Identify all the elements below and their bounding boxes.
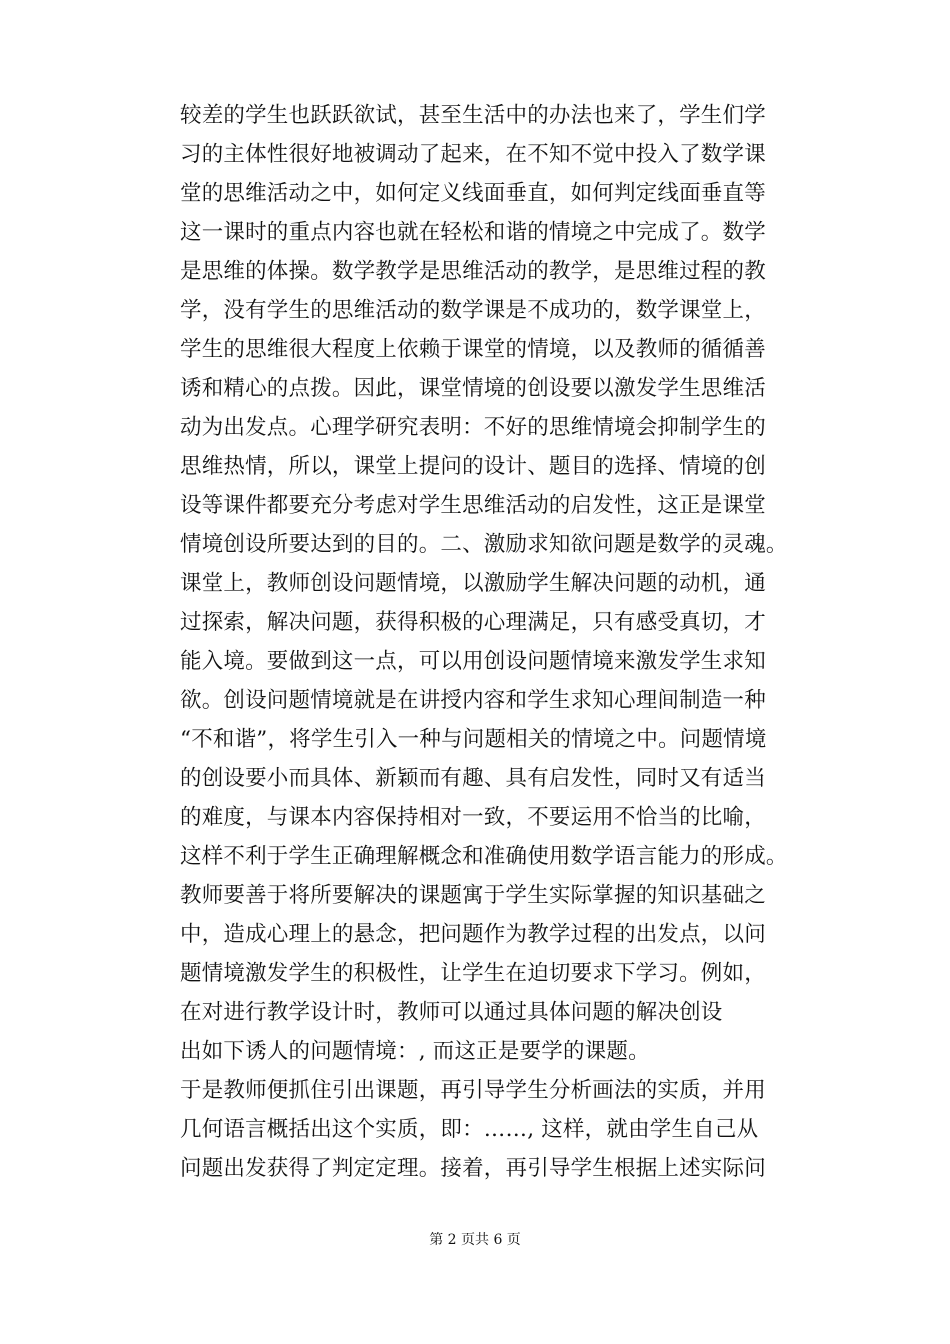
text-line: 的创设要小而具体、新颖而有趣、具有启发性，同时又有适当 (180, 766, 766, 791)
text-line: 思维热情，所以，课堂上提问的设计、题目的选择、情境的创 (180, 454, 766, 479)
text-line: 是思维的体操。数学教学是思维活动的教学，是思维过程的教 (180, 259, 766, 284)
text-line: 动为出发点。心理学研究表明：不好的思维情境会抑制学生的 (180, 415, 766, 440)
text-line: 诱和精心的点拨。因此，课堂情境的创设要以激发学生思维活 (180, 376, 766, 401)
text-line: 的难度，与课本内容保持相对一致，不要运用不恰当的比喻， (180, 805, 766, 830)
text-line: 教师要善于将所要解决的课题寓于学生实际掌握的知识基础之 (180, 883, 766, 908)
text-line: 较差的学生也跃跃欲试，甚至生活中的办法也来了，学生们学 (180, 103, 766, 128)
text-line: 于是教师便抓住引出课题，再引导学生分析画法的实质，并用 (180, 1078, 766, 1103)
text-line: 能入境。要做到这一点，可以用创设问题情境来激发学生求知 (180, 649, 766, 674)
text-line: 学生的思维很大程度上依赖于课堂的情境，以及教师的循循善 (180, 337, 766, 362)
text-line: 欲。创设问题情境就是在讲授内容和学生求知心理间制造一种 (180, 688, 766, 713)
page-number-footer: 第 2 页共 6 页 (429, 1232, 521, 1248)
text-line: 在对进行教学设计时，教师可以通过具体问题的解决创设 (180, 1000, 723, 1025)
text-line: 这样不利于学生正确理解概念和准确使用数学语言能力的形成。 (180, 844, 788, 869)
text-line: 课堂上，教师创设问题情境，以激励学生解决问题的动机，通 (180, 571, 766, 596)
text-line: 学，没有学生的思维活动的数学课是不成功的，数学课堂上， (180, 298, 766, 323)
text-line: 中，造成心理上的悬念，把问题作为教学过程的出发点，以问 (180, 922, 766, 947)
text-line: 这一课时的重点内容也就在轻松和谐的情境之中完成了。数学 (180, 220, 766, 245)
text-line: 情境创设所要达到的目的。二、激励求知欲问题是数学的灵魂。 (180, 532, 788, 557)
text-line: 题情境激发学生的积极性，让学生在迫切要求下学习。例如， (180, 961, 766, 986)
text-line: 习的主体性很好地被调动了起来，在不知不觉中投入了数学课 (180, 142, 766, 167)
text-line: 设等课件都要充分考虑对学生思维活动的启发性，这正是课堂 (180, 493, 766, 518)
text-line: 出如下诱人的问题情境：, 而这正是要学的课题。 (180, 1039, 650, 1064)
text-line: 堂的思维活动之中，如何定义线面垂直，如何判定线面垂直等 (180, 181, 766, 206)
body-text (180, 96, 840, 1188)
text-line: 问题出发获得了判定定理。接着，再引导学生根据上述实际问 (180, 1156, 766, 1181)
text-line: 过探索，解决问题，获得积极的心理满足，只有感受真切，才 (180, 610, 766, 635)
text-line: “不和谐”，将学生引入一种与问题相关的情境之中。问题情境 (180, 727, 767, 752)
text-line: 几何语言概括出这个实质，即：……, 这样，就由学生自己从 (180, 1117, 759, 1142)
